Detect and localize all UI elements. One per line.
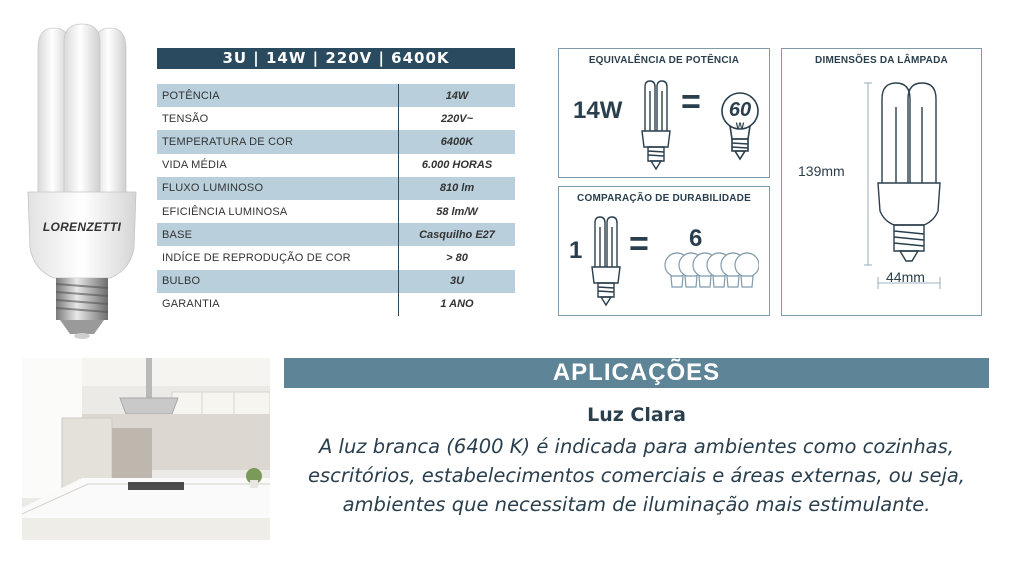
spec-value: 14W (399, 84, 516, 107)
application-description (284, 432, 989, 519)
spec-row (157, 293, 515, 316)
spec-value: 6400K (399, 130, 516, 153)
dimensions-panel (781, 48, 982, 316)
incandescent-unit: W (735, 121, 745, 131)
spec-row (157, 177, 515, 200)
power-equivalence-panel (558, 48, 770, 178)
spec-value: 3U (399, 270, 516, 293)
incandescent-wattage: 60 (728, 99, 752, 121)
spec-row (157, 223, 515, 246)
spec-label: POTÊNCIA (157, 84, 399, 107)
spec-row (157, 246, 515, 269)
spec-row (157, 154, 515, 177)
spec-row (157, 200, 515, 223)
incandescent-count: 6 (689, 225, 703, 252)
brand-logo: LORENZETTI (42, 220, 122, 234)
spec-header: 3U | 14W | 220V | 6400K (157, 48, 515, 69)
spec-value: 1 ANO (399, 293, 516, 316)
panel-title: COMPARAÇÃO DE DURABILIDADE (577, 193, 751, 204)
kitchen-photo (22, 358, 270, 540)
spec-value: 58 lm/W (399, 200, 516, 223)
spec-value: 810 lm (399, 177, 516, 200)
spec-table (157, 84, 515, 316)
lamp-product-image (22, 20, 142, 340)
spec-label: VIDA MÉDIA (162, 159, 227, 172)
spec-row (157, 270, 515, 293)
spec-row (157, 130, 515, 153)
description-line: escritórios, estabelecimentos comerciais e áreas externas, ou seja, (307, 464, 966, 487)
incandescent-bulbs-icon (663, 249, 759, 301)
spec-label: TEMPERATURA DE COR (157, 130, 399, 153)
spec-label: BULBO (157, 270, 399, 293)
cfl-count: 1 (569, 237, 583, 264)
spec-label: FLUXO LUMINOSO (157, 177, 399, 200)
spec-label: GARANTIA (162, 298, 220, 311)
spec-value: > 80 (399, 246, 516, 269)
spec-value: Casquilho E27 (399, 223, 516, 246)
panel-title: DIMENSÕES DA LÂMPADA (815, 55, 948, 66)
equals-sign: = (629, 225, 649, 263)
width-dimension: 44mm (886, 269, 925, 285)
spec-row (157, 107, 515, 130)
cfl-bulb-icon (589, 215, 623, 307)
description-line: A luz branca (6400 K) é indicada para ambientes como cozinhas, (318, 435, 954, 458)
spec-label: INDÍCE DE REPRODUÇÃO DE COR (162, 251, 351, 264)
spec-row (157, 84, 515, 107)
spec-value: 220V~ (399, 107, 516, 130)
spec-value: 6.000 HORAS (399, 154, 516, 177)
spec-label: EFICIÊNCIA LUMINOSA (162, 205, 288, 218)
cfl-bulb-icon (639, 79, 673, 171)
description-line: ambientes que necessitam de iluminação mais estimulante. (342, 493, 931, 516)
applications-band: APLICAÇÕES (284, 358, 989, 388)
durability-panel (558, 186, 770, 316)
cfl-wattage: 14W (573, 97, 623, 124)
panel-title: EQUIVALÊNCIA DE POTÊNCIA (588, 55, 740, 66)
application-title: Luz Clara (587, 404, 686, 426)
equals-sign: = (681, 83, 701, 121)
height-dimension: 139mm (798, 163, 845, 179)
spec-label: TENSÃO (162, 112, 209, 125)
spec-label: BASE (157, 223, 399, 246)
